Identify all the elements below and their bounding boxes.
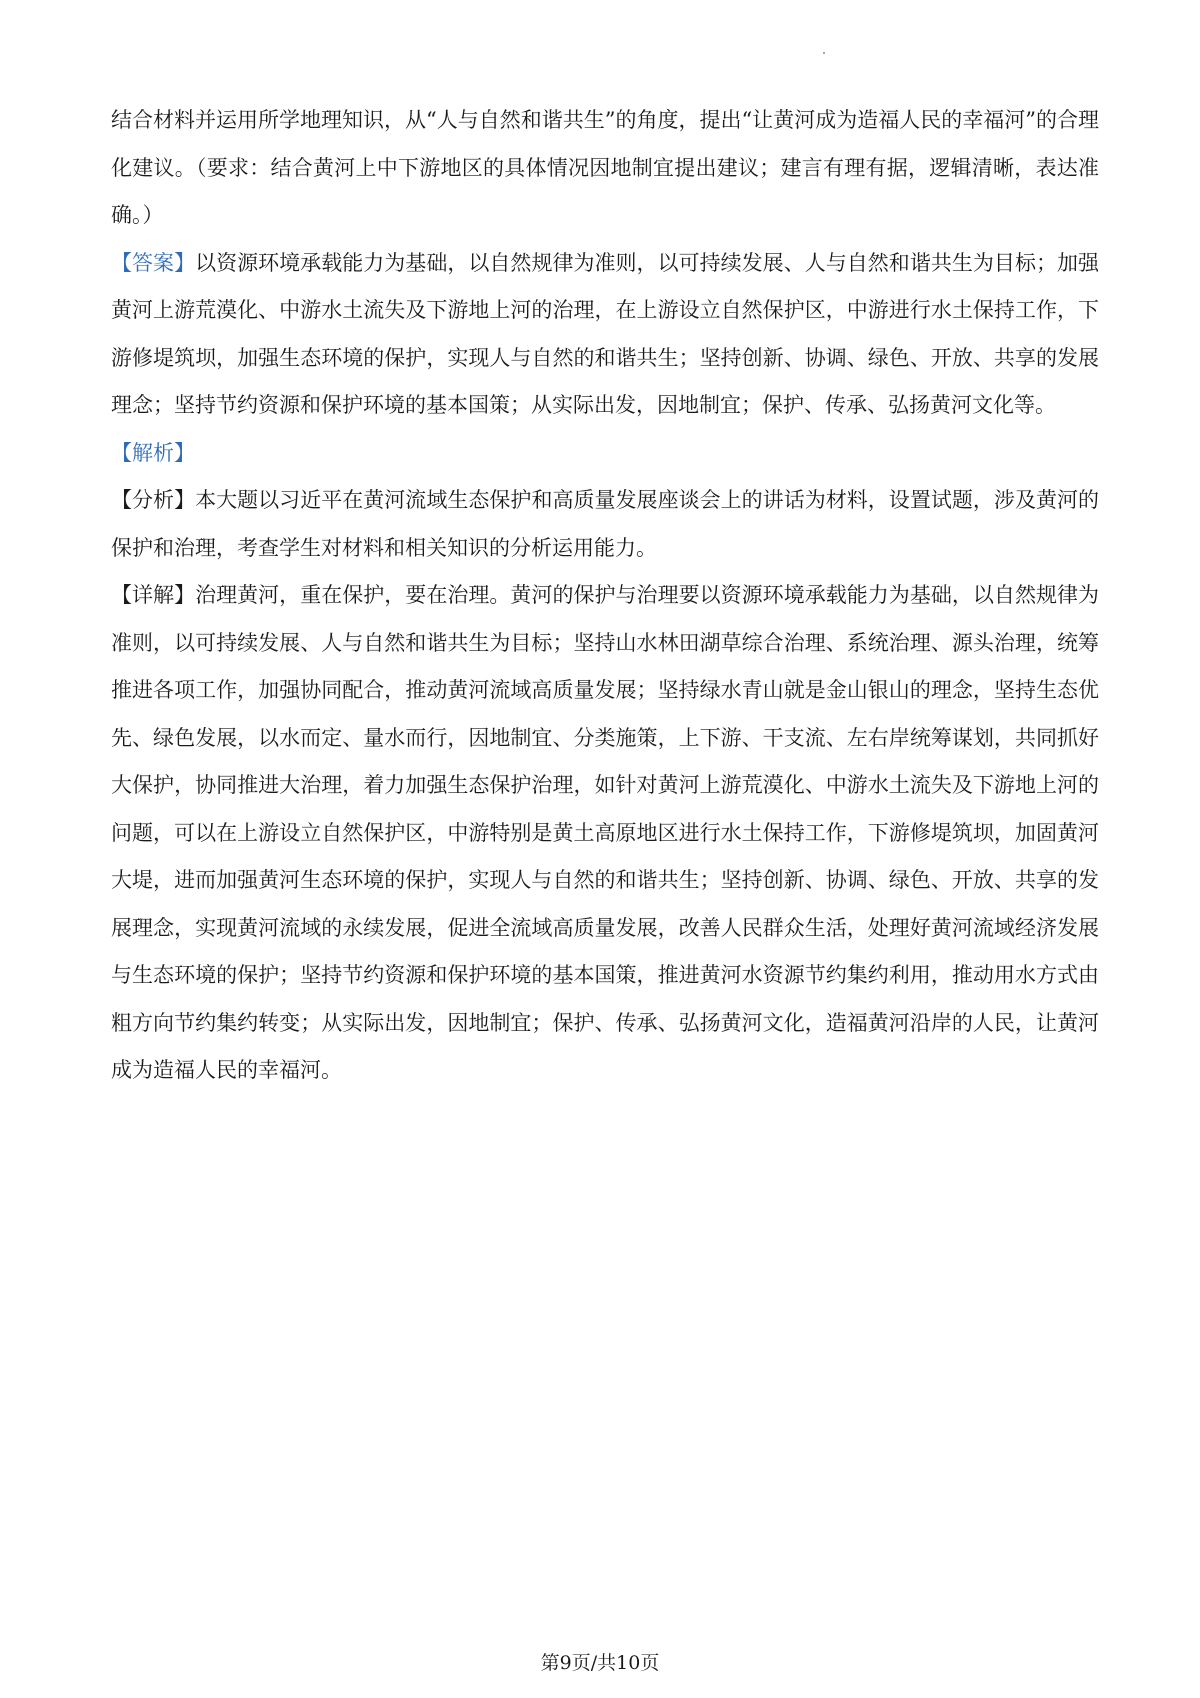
answer-text: 以资源环境承载能力为基础，以自然规律为准则，以可持续发展、人与自然和谐共生为目标；加强黄河上游荒漠化、中游水土流失及下游地上河的治理，在上游设立自然保护区，中游进行水土保持工作，下游修堤筑坝，加强生态环境的保护，实现人与自然的和谐共生；坚持创新、协调、绿色、开放、共享的发展理念；坚持节约资源和保护环境的基本国策；从实际出发，因地制宜；保护、传承、弘扬黄河文化等。 [111, 250, 1100, 417]
detail-paragraph [111, 572, 1099, 1095]
fenxi-text: 本大题以习近平在黄河流域生态保护和高质量发展座谈会上的讲话为材料，设置试题，涉及黄河的保护和治理，考查学生对材料和相关知识的分析运用能力。 [111, 488, 1100, 560]
answer-paragraph [111, 240, 1099, 430]
page-number-label: 第9页/共10页 [540, 1652, 660, 1674]
analysis-heading [111, 430, 1099, 478]
answer-tag: 【答案】 [111, 250, 196, 275]
fenxi-tag: 【分析】 [111, 488, 196, 512]
analysis-tag: 【解析】 [111, 440, 195, 465]
detail-text: 治理黄河，重在保护，要在治理。黄河的保护与治理要以资源环境承载能力为基础，以自然规律为准则，以可持续发展、人与自然和谐共生为目标；坚持山水林田湖草综合治理、系统治理、源头治理，统筹推进各项工作，加强协同配合，推动黄河流域高质量发展；坚持绿水青山就是金山银山的理念，坚持生态优先、绿色发展，以水而定、量水而行，因地制宜、分类施策，上下游、干支流、左右岸统筹谋划，共同抓好大保护，协同推进大治理，着力加强生态保护治理，如针对黄河上游荒漠化、中游水土流失及下游地上河的问题，可以在上游设立自然保护区，中游特别是黄土高原地区进行水土保持工作，下游修堤筑坝，加固黄河大堤，进而加强黄河生态环境的保护，实现人与自然的和谐共生；坚持创新、协调、绿色、开放、共享的发展理念，实现黄河流域的永续发展，促进全流域高质量发展，改善人民群众生活，处理好黄河流域经济发展与生态环境的保护；坚持节约资源和保护环境的基本国策，推进黄河水资源节约集约利用，推动用水方式由粗方向节约集约转变；从实际出发，因地制宜；保护、传承、弘扬黄河文化，造福黄河沿岸的人民，让黄河成为造福人民的幸福河。 [111, 583, 1100, 1082]
fenxi-paragraph [111, 477, 1099, 572]
page-content [111, 97, 1099, 1095]
detail-tag: 【详解】 [111, 583, 196, 607]
question-text: 结合材料并运用所学地理知识，从“人与自然和谐共生”的角度，提出“让黄河成为造福人民的幸福河”的合理化建议。（要求：结合黄河上中下游地区的具体情况因地制宜提出建议；建言有理有据，逻辑清晰，表达准确。） [111, 108, 1099, 227]
question-paragraph [111, 97, 1099, 240]
scan-speck [823, 52, 825, 54]
page-footer [0, 1648, 1200, 1675]
